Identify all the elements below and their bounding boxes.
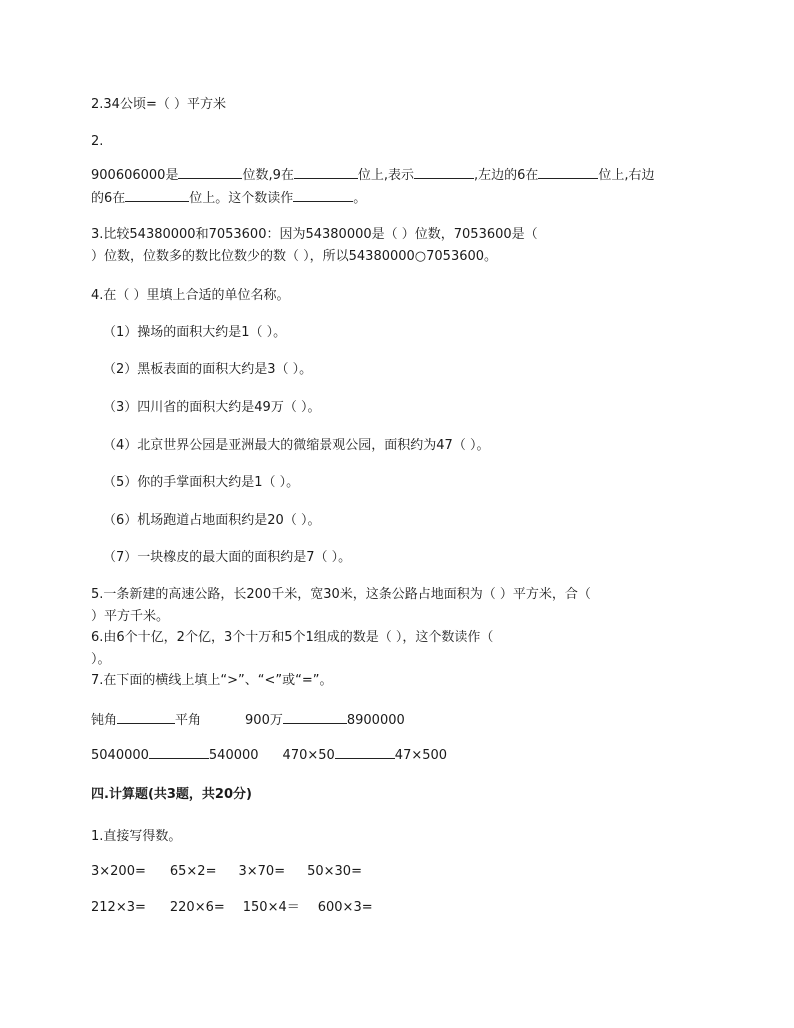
compare-right: 47×500 (394, 748, 448, 763)
compare-left: 钝角 (91, 713, 118, 728)
question-3-line-1: 3.比较54380000和7053600：因为54380000是（ ）位数，7053600是（ (91, 227, 538, 242)
question-4-item-4: （4）北京世界公园是亚洲最大的微缩景观公园，面积约为47（ ）。 (103, 438, 490, 453)
compare-left: 470×50 (282, 748, 335, 763)
question-6-line-2: ）。 (91, 652, 111, 667)
answer-blank[interactable] (125, 188, 189, 202)
question-5-line-1: 5.一条新建的高速公路，长200千米，宽30米，这条公路占地面积为（ ）平方米，合（ (91, 587, 591, 602)
compare-blank[interactable] (117, 710, 175, 724)
question-4-item-6: （6）机场跑道占地面积约是20（ ）。 (103, 513, 321, 528)
question-7-row-1 (91, 710, 405, 730)
compare-right: 540000 (208, 748, 259, 763)
question-7-title: 7.在下面的横线上填上“>”、“<”或“=”。 (91, 673, 333, 688)
calc-item: 50×30= (307, 864, 362, 879)
q2-text-b: 位数,9在 (242, 168, 294, 183)
calc-item: 65×2= (169, 864, 217, 879)
answer-blank[interactable] (414, 165, 474, 179)
question-4-item-2: （2）黑板表面的面积大约是3（ ）。 (103, 362, 313, 377)
question-2-number: 2. (91, 134, 104, 149)
answer-blank[interactable] (294, 165, 358, 179)
compare-right: 平角 (175, 713, 202, 728)
q2-text-f: 的6在 (91, 191, 126, 206)
compare-left: 5040000 (91, 748, 149, 763)
compare-blank[interactable] (283, 710, 347, 724)
q2-text-d: ,左边的6在 (474, 168, 539, 183)
q2-text-h: 。 (353, 191, 367, 206)
question-5-line-2: ）平方千米。 (91, 609, 170, 624)
question-3-line-2: ）位数，位数多的数比位数少的数（ ），所以54380000○7053600。 (91, 249, 498, 264)
calc-item: 220×6= (169, 900, 225, 915)
question-4-item-3: （3）四川省的面积大约是49万（ ）。 (103, 400, 321, 415)
calc-row-1 (91, 863, 362, 881)
q2-text-e: 位上,右边 (598, 168, 655, 183)
compare-left: 900万 (245, 713, 283, 728)
section-4-heading: 四.计算题(共3题，共20分) (91, 787, 252, 802)
compare-blank[interactable] (149, 745, 209, 759)
calc-item: 150×4＝ (242, 900, 300, 915)
question-7-row-2 (91, 745, 447, 765)
calc-item: 3×200= (91, 864, 146, 879)
question-2-line-1 (91, 165, 655, 185)
calc-title: 1.直接写得数。 (91, 829, 182, 844)
question-2-34: 2.34公顷=（ ）平方米 (91, 97, 226, 112)
answer-blank[interactable] (293, 188, 353, 202)
q2-text-a: 900606000是 (91, 168, 179, 183)
question-4-item-7: （7）一块橡皮的最大面的面积约是7（ ）。 (103, 550, 352, 565)
question-4-item-1: （1）操场的面积大约是1（ ）。 (103, 325, 287, 340)
calc-row-2 (91, 899, 373, 917)
question-6-line-1: 6.由6个十亿，2个亿，3个十万和5个1组成的数是（ ），这个数读作（ (91, 630, 494, 645)
calc-item: 212×3= (91, 900, 146, 915)
calc-item: 600×3= (317, 900, 373, 915)
q2-text-g: 位上。这个数读作 (189, 191, 294, 206)
compare-right: 8900000 (346, 713, 405, 728)
question-2-line-2 (91, 188, 366, 208)
compare-blank[interactable] (335, 745, 395, 759)
answer-blank[interactable] (178, 165, 242, 179)
q2-text-c: 位上,表示 (357, 168, 414, 183)
answer-blank[interactable] (538, 165, 598, 179)
question-4-title: 4.在（ ）里填上合适的单位名称。 (91, 288, 290, 303)
calc-item: 3×70= (238, 864, 286, 879)
question-4-item-5: （5）你的手掌面积大约是1（ ）。 (103, 475, 300, 490)
